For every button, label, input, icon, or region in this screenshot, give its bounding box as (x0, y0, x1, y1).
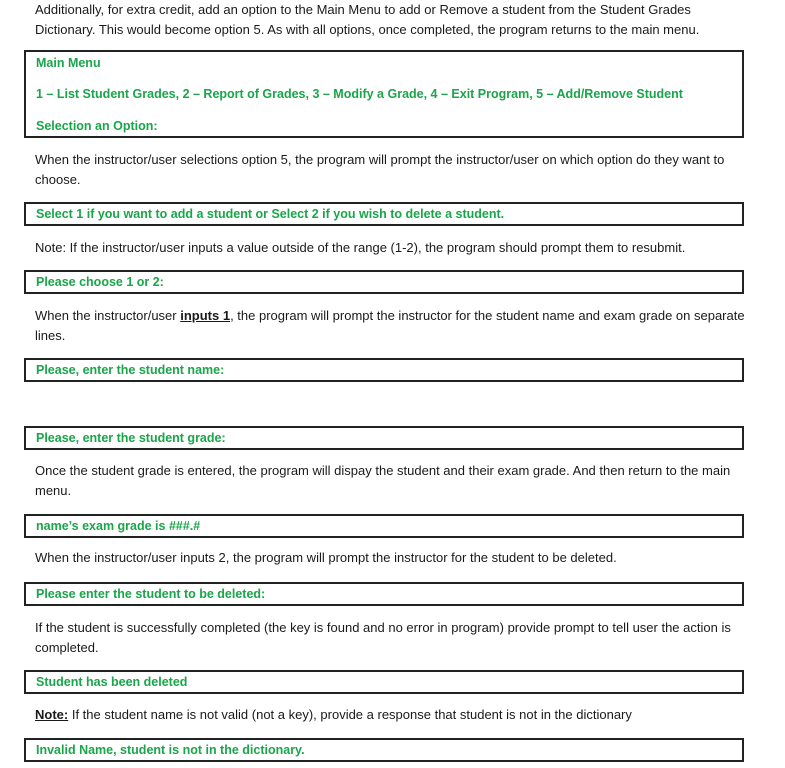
select-prompt-text: Select 1 if you want to add a student or Select 2 if you wish to delete a student. (36, 207, 505, 221)
intro-paragraph: Additionally, for extra credit, add an option to the Main Menu to add or Remove a student from the Student Grades Dictionary. This would become option 5. As with all options, once completed, the program returns to the main menu. (35, 2, 700, 37)
exam-grade-box (24, 514, 744, 538)
enter-grade-text: Please, enter the student grade: (36, 431, 226, 445)
enter-name-text: Please, enter the student name: (36, 363, 225, 377)
inputs1-paragraph (35, 306, 745, 346)
invalid-note-paragraph (35, 705, 745, 725)
exam-grade-text: name’s exam grade is ###.# (36, 519, 201, 533)
enter-grade-box (24, 426, 744, 450)
option5-paragraph: When the instructor/user selections option 5, the program will prompt the instructor/user on which option do they want to choose. (35, 152, 725, 187)
inputs1-after: , the program will prompt the instructor for the student name and exam grade on separate lines. (35, 308, 745, 343)
select-prompt-box (24, 202, 744, 226)
choose-prompt-box (24, 270, 744, 294)
success-paragraph: If the student is successfully completed (the key is found and no error in program) provide prompt to tell user the action is completed. (35, 620, 731, 655)
menu-title: Main Menu (36, 56, 101, 70)
invalid-note-label: Note: (35, 707, 69, 722)
enter-name-box (24, 358, 744, 382)
delete-prompt-box (24, 582, 744, 606)
inputs1-before: When the instructor/user (35, 308, 181, 323)
inputs1-emphasis: inputs 1 (180, 308, 231, 323)
delete-prompt-text: Please enter the student to be deleted: (36, 587, 266, 601)
grade-entered-paragraph: Once the student grade is entered, the program will dispay the student and their exam grade. And then return to the main menu. (35, 463, 731, 498)
main-menu-box (24, 50, 744, 138)
deleted-message-box (24, 670, 744, 694)
choose-prompt-text: Please choose 1 or 2: (36, 275, 164, 289)
invalid-name-text: Invalid Name, student is not in the dictionary. (36, 743, 305, 757)
invalid-note-text: If the student name is not valid (not a key), provide a response that student is not in the dictionary (68, 707, 632, 722)
deleted-message-text: Student has been deleted (36, 675, 188, 689)
range-note-paragraph: Note: If the instructor/user inputs a value outside of the range (1-2), the program should prompt them to resubmit. (35, 240, 686, 255)
menu-prompt: Selection an Option: (36, 119, 158, 133)
inputs2-paragraph: When the instructor/user inputs 2, the program will prompt the instructor for the student to be deleted. (35, 550, 617, 565)
invalid-name-box (24, 738, 744, 762)
menu-options: 1 – List Student Grades, 2 – Report of Grades, 3 – Modify a Grade, 4 – Exit Program, 5 – Add/Remove Student (36, 87, 683, 101)
